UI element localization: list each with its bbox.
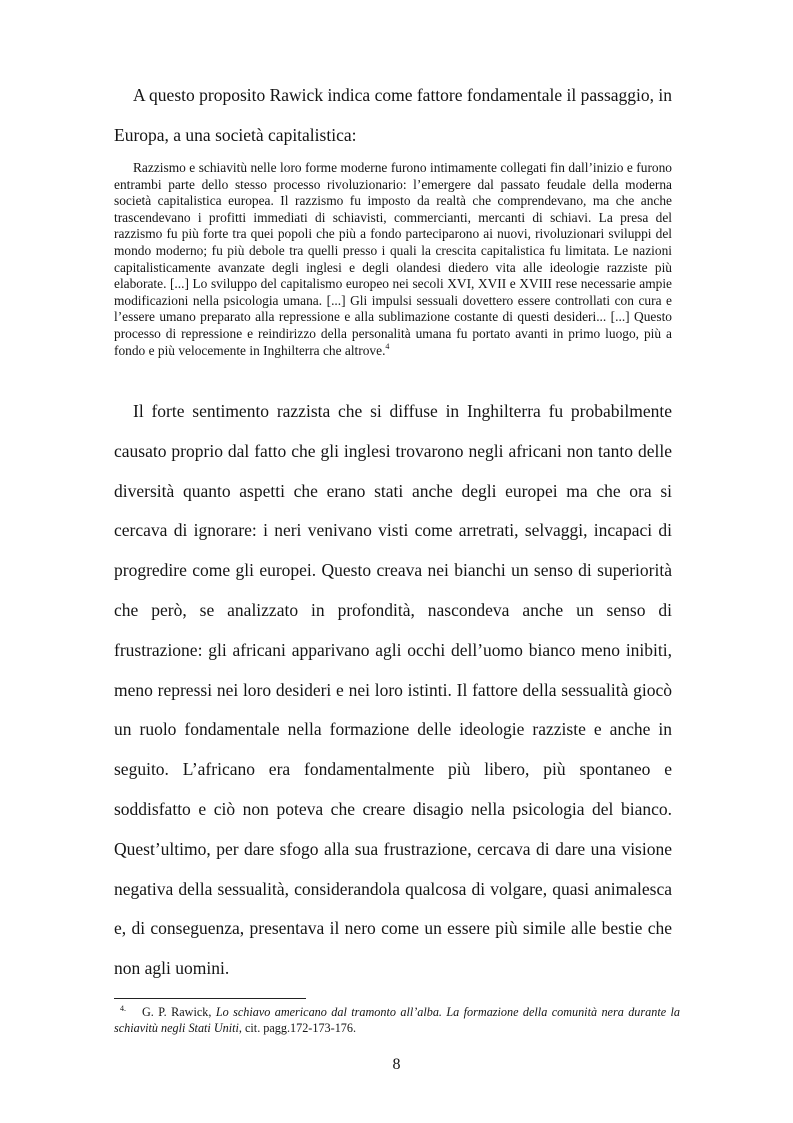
main-text: Il forte sentimento razzista che si diffuse in Inghilterra fu probabilmente causato proprio dal fatto che gli inglesi trovarono negli africani non tanto delle diversità quanto aspetti che erano stati anche degli europei ma che ora si cercava di ignorare: i neri venivano visti come arretrati, selvaggi, incapaci di progredire come gli europei. Questo creava nei bianchi un senso di superiorità che però, se analizzato in profondità, nascondeva anche un senso di frustrazione: gli africani apparivano agli occhi dell’uomo bianco meno inibiti, meno repressi nei loro desideri e nei loro istinti. Il fattore della sessualità giocò un ruolo fondamentale nella formazione delle ideologie razziste e anche in seguito. L’africano era fondamentalmente più libero, più spontaneo e soddisfatto e ciò non poteva che creare disagio nella psicologia del bianco. Quest’ultimo, per dare sfogo alla sua frustrazione, cercava di dare una visione negativa della sessualità, considerandola qualcosa di volgare, quasi animalesca e, di conseguenza, presentava il nero come un essere più simile alle bestie che non agli uomini.	[114, 401, 672, 979]
footnote-title: Lo schiavo americano dal tramonto all’alba. La formazione della comunità nera durante la schiavitù negli Stati Uniti	[114, 1005, 680, 1035]
intro-text: A questo proposito Rawick indica come fattore fondamentale il passaggio, in Europa, a una società capitalistica:	[114, 85, 672, 145]
footnote	[114, 1004, 680, 1036]
page-number: 8	[392, 1056, 401, 1073]
main-paragraph	[114, 392, 672, 989]
intro-paragraph	[114, 76, 672, 156]
block-quote	[114, 160, 672, 359]
quote-text: Razzismo e schiavitù nelle loro forme moderne furono intimamente collegati fin dall’inizio e furono entrambi parte dello stesso processo rivoluzionario: l’emergere dal passato feudale della moderna società capitalistica europea. Il razzismo fu imposto da realtà che comprendevano, ma che anche trascendevano i profitti immediati di schiavisti, commercianti, mercanti di schiavi. La presa del razzismo fu più forte tra quei popoli che più a fondo parteciparono ai nuovi, rivoluzionari sviluppi del mondo moderno; fu più debole tra quelli presso i quali la crescita capitalistica fu limitata. Le nazioni capitalisticamente avanzate degli inglesi e degli olandesi diedero vita alle ideologie razziste più elaborate. [...] Lo sviluppo del capitalismo europeo nei secoli XVI, XVII e XVIII rese necessarie ampie modificazioni nella psicologia umana. [...] Gli impulsi sessuali dovettero essere controllati con cura e l’essere umano preparato alla repressione e alla sublimazione costante di questi desideri... [...] Questo processo di repressione e reindirizzo della personalità umana fu portato avanti in primo luogo, più a fondo e più velocemente in Inghilterra che altrove.	[114, 160, 672, 358]
footnote-divider	[114, 998, 306, 999]
footnote-author: G. P. Rawick,	[142, 1005, 212, 1019]
footnote-mark: 4.	[120, 1004, 126, 1013]
footnote-rest: , cit. pagg.172-173-176.	[238, 1021, 357, 1035]
footnote-reference[interactable]: 4	[385, 341, 390, 351]
